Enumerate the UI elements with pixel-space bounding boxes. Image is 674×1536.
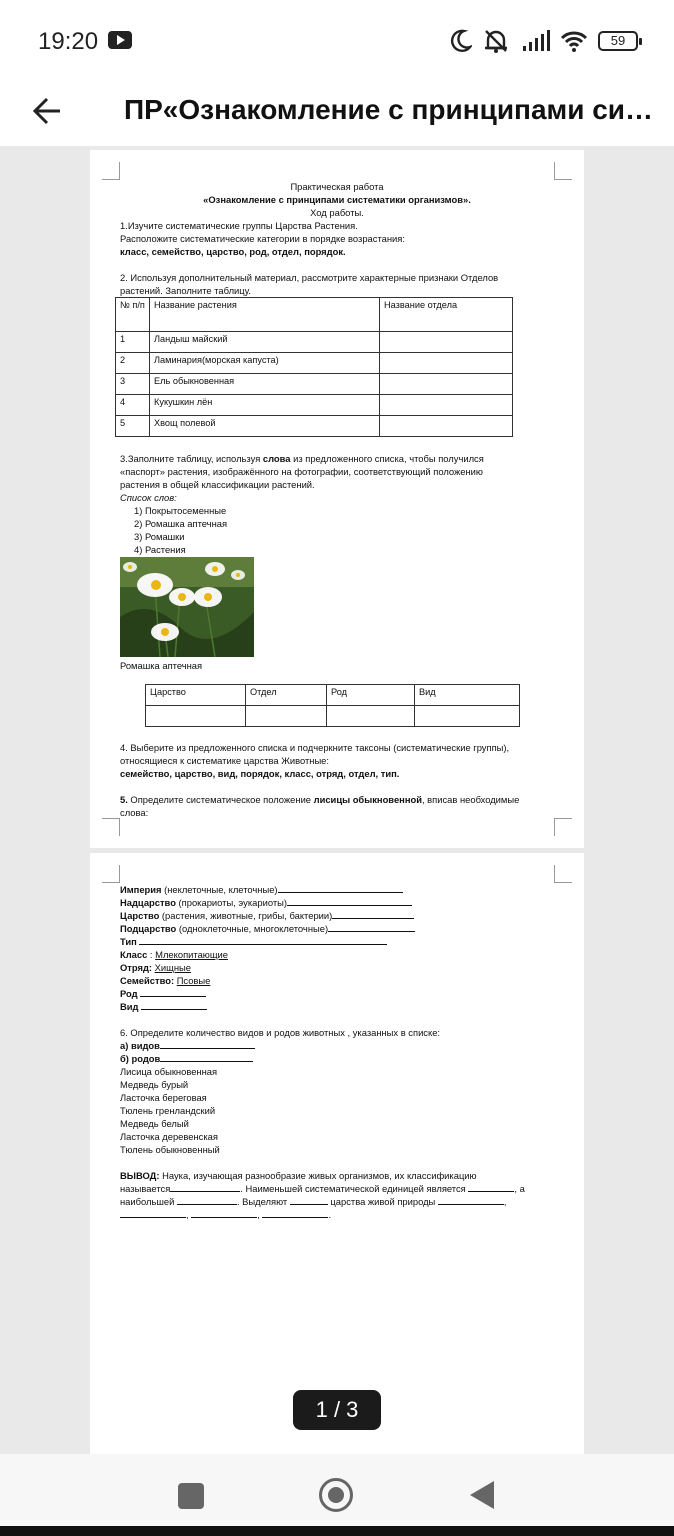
crop-mark — [554, 162, 572, 180]
do-not-disturb-moon-icon — [450, 29, 472, 53]
taxon-label: Царство — [120, 910, 160, 921]
conclusion-text: , а — [514, 1183, 525, 1194]
task2-line2: растений. Заполните таблицу. — [120, 285, 252, 296]
table-cell — [146, 706, 246, 727]
task6-species-count — [120, 1039, 255, 1052]
taxon-phylum — [120, 935, 387, 948]
signal-icon — [522, 30, 550, 52]
photo-caption: Ромашка аптечная — [120, 660, 203, 671]
animal-list-item: Медведь белый — [120, 1118, 189, 1129]
task3-line1 — [120, 452, 484, 465]
crop-mark — [554, 865, 572, 883]
gesture-strip — [0, 1526, 674, 1536]
animal-list-item: Ласточка береговая — [120, 1092, 207, 1103]
table-header-cell: Вид — [415, 685, 520, 706]
task6-line1: 6. Определите количество видов и родов животных , указанных в списке: — [120, 1027, 441, 1038]
table-row — [116, 374, 513, 395]
table-cell — [380, 416, 513, 437]
page-indicator: 1 / 3 — [293, 1390, 381, 1430]
taxon-order — [120, 961, 191, 974]
table-cell — [380, 353, 513, 374]
taxon-empire — [120, 883, 403, 896]
taxon-class: Класс : Млекопитающие — [120, 949, 228, 960]
taxon-value: Хищные — [154, 962, 191, 973]
table-cell — [246, 706, 327, 727]
conclusion-text: . Выделяют — [236, 1196, 288, 1207]
answer-blank[interactable] — [170, 1182, 240, 1192]
task4-line2: относящиеся к систематике царства Животные: — [120, 755, 329, 766]
conclusion-text: Наука, изучающая разнообразие живых организмов, их классификацию — [159, 1170, 477, 1181]
pdf-page-2 — [90, 853, 584, 1454]
taxon-hint: (одноклеточные, многоклеточные) — [176, 923, 329, 934]
word-list-item: 2) Ромашка аптечная — [134, 518, 228, 529]
answer-blank[interactable] — [290, 1195, 328, 1205]
system-back-button[interactable] — [470, 1481, 494, 1509]
taxon-label: Класс — [120, 949, 148, 960]
table-header-row — [146, 685, 520, 706]
table-cell — [327, 706, 415, 727]
word-list-title: Список слов: — [120, 492, 177, 503]
battery-level: 59 — [610, 33, 626, 48]
crop-mark — [102, 162, 120, 180]
answer-blank[interactable] — [160, 1052, 253, 1062]
heading-topic: «Ознакомление с принципами систематики организмов». — [203, 194, 471, 205]
pdf-viewer[interactable] — [0, 146, 674, 1454]
task6-b-label: б) родов — [120, 1053, 161, 1064]
table-cell: 3 — [116, 374, 150, 395]
task1-line1: 1.Изучите систематические группы Царства Растения. — [120, 220, 358, 231]
status-icons — [450, 26, 638, 56]
task3-line3: растения в общей классификации растений. — [120, 479, 315, 490]
conclusion-text: называется — [120, 1183, 171, 1194]
heading-course: Ход работы. — [310, 207, 364, 218]
answer-blank[interactable] — [191, 1208, 257, 1218]
table-row — [116, 395, 513, 416]
answer-blank[interactable] — [278, 883, 403, 893]
task3-line1-bold: слова — [262, 453, 291, 464]
taxon-value: Псовые — [176, 975, 211, 986]
table-row — [116, 332, 513, 353]
table-row — [116, 416, 513, 437]
back-button[interactable] — [22, 86, 72, 136]
chamomile-image — [120, 557, 254, 657]
task6-a-label: а) видов — [120, 1040, 160, 1051]
table-header-cell: Название отдела — [380, 298, 513, 332]
task3-line1-post: из предложенного списка, чтобы получился — [290, 453, 484, 464]
taxon-species — [120, 1000, 207, 1013]
wifi-icon — [560, 30, 588, 52]
table-header-row — [116, 298, 513, 332]
table-cell — [380, 395, 513, 416]
task5-line2: слова: — [120, 807, 149, 818]
taxon-label: Отряд: — [120, 962, 153, 973]
table-cell: Хвощ полевой — [150, 416, 380, 437]
taxon-superkingdom — [120, 896, 412, 909]
task5-number: 5. — [120, 794, 128, 805]
heading-practical-work: Практическая работа — [290, 181, 384, 192]
table-cell: Ландыш майский — [150, 332, 380, 353]
conclusion-text: наибольшей — [120, 1196, 175, 1207]
table-header-cell: Название растения — [150, 298, 380, 332]
answer-blank[interactable] — [177, 1195, 237, 1205]
taxon-value: Млекопитающие — [155, 949, 228, 960]
task5-pre: Определите систематическое положение — [127, 794, 314, 805]
taxon-label: Империя — [120, 884, 162, 895]
taxon-subkingdom — [120, 922, 415, 935]
table-header-cell: № п/п — [116, 298, 150, 332]
system-nav-bar — [0, 1454, 674, 1536]
crop-mark — [554, 818, 572, 836]
taxon-label: Надцарство — [120, 897, 176, 908]
conclusion-line2 — [120, 1182, 525, 1195]
taxon-label: Подцарство — [120, 923, 177, 934]
taxon-hint: (прокариоты, эукариоты) — [175, 897, 287, 908]
chamomile-photo — [120, 557, 254, 657]
taxon-genus — [120, 987, 206, 1000]
animal-list-item: Лисица обыкновенная — [120, 1066, 218, 1077]
document-title: ПР«Ознакомление с принципами си… — [124, 94, 654, 125]
table-row — [146, 706, 520, 727]
task6-genus-count — [120, 1052, 253, 1065]
conclusion-line1 — [120, 1169, 477, 1182]
table-header-cell: Род — [327, 685, 415, 706]
task3-line2: «паспорт» растения, изображённого на фотографии, соответствующий положению — [120, 466, 483, 477]
task1-line3: класс, семейство, царство, род, отдел, порядок. — [120, 246, 346, 257]
task5-post: , вписав необходимые — [421, 794, 520, 805]
task5-bold: лисицы обыкновенной — [313, 794, 422, 805]
table-cell — [380, 332, 513, 353]
conclusion-text: царства живой природы — [330, 1196, 436, 1207]
table-header-cell: Отдел — [246, 685, 327, 706]
task2-line1: 2. Используя дополнительный материал, рассмотрите характерные признаки Отделов — [120, 272, 499, 283]
alarm-off-icon — [482, 28, 512, 54]
arrow-back-icon — [32, 97, 62, 125]
home-button[interactable] — [319, 1478, 353, 1512]
word-list-item: 4) Растения — [134, 544, 186, 555]
answer-blank[interactable] — [141, 1000, 207, 1010]
answer-blank[interactable] — [120, 1208, 186, 1218]
answer-blank[interactable] — [468, 1182, 514, 1192]
crop-mark — [102, 865, 120, 883]
taxon-kingdom — [120, 909, 414, 922]
plant-passport-table — [145, 684, 520, 727]
task5-line1 — [120, 793, 519, 806]
table-cell — [415, 706, 520, 727]
task1-line2: Расположите систематические категории в порядке возрастания: — [120, 233, 405, 244]
table-cell — [380, 374, 513, 395]
answer-blank[interactable] — [160, 1039, 255, 1049]
table-cell: 2 — [116, 353, 150, 374]
conclusion-line3: наибольшей . Выделяют царства живой природы , — [120, 1196, 507, 1207]
table-header-cell: Царство — [146, 685, 246, 706]
answer-blank[interactable] — [438, 1195, 504, 1205]
task4-line3: семейство, царство, вид, порядок, класс, отряд, отдел, тип. — [120, 768, 400, 779]
table-cell: 4 — [116, 395, 150, 416]
status-time: 19:20 — [38, 28, 99, 55]
answer-blank[interactable] — [139, 935, 387, 945]
taxon-label: Вид — [120, 1001, 139, 1012]
recents-button[interactable] — [178, 1483, 204, 1509]
table-cell: 1 — [116, 332, 150, 353]
taxon-family — [120, 974, 210, 987]
plant-divisions-table — [115, 297, 513, 437]
table-cell: 5 — [116, 416, 150, 437]
answer-blank[interactable] — [287, 896, 412, 906]
animal-list-item: Тюлень гренландский — [120, 1105, 216, 1116]
task4-line1: 4. Выберите из предложенного списка и подчеркните таксоны (систематические группы), — [120, 742, 510, 753]
table-cell: Ламинария(морская капуста) — [150, 353, 380, 374]
youtube-notification-icon — [108, 31, 132, 49]
taxon-hint: (растения, животные, грибы, бактерии) — [159, 910, 333, 921]
battery-icon — [598, 31, 638, 51]
answer-blank[interactable] — [328, 922, 415, 932]
table-cell: Ель обыкновенная — [150, 374, 380, 395]
conclusion-label: ВЫВОД: — [120, 1170, 160, 1181]
taxon-label: Семейство: — [120, 975, 175, 986]
taxon-label: Род — [120, 988, 138, 999]
word-list-item: 3) Ромашки — [134, 531, 185, 542]
table-row — [116, 353, 513, 374]
task3-line1-pre: 3.Заполните таблицу, используя — [120, 453, 263, 464]
answer-blank[interactable] — [262, 1208, 328, 1218]
animal-list-item: Ласточка деревенская — [120, 1131, 218, 1142]
taxon-label: Тип — [120, 936, 137, 947]
conclusion-text: . Наименьшей систематической единицей является — [240, 1183, 466, 1194]
app-bar — [0, 80, 674, 146]
table-cell: Кукушкин лён — [150, 395, 380, 416]
pdf-page-1 — [90, 150, 584, 848]
word-list-item: 1) Покрытосеменные — [134, 505, 227, 516]
status-bar — [0, 0, 674, 80]
conclusion-line4: , , . — [120, 1208, 331, 1221]
taxon-hint: (неклеточные, клеточные) — [161, 884, 278, 895]
animal-list-item: Тюлень обыкновенный — [120, 1144, 220, 1155]
animal-list-item: Медведь бурый — [120, 1079, 189, 1090]
answer-blank[interactable] — [140, 987, 206, 997]
crop-mark — [102, 818, 120, 836]
answer-blank[interactable] — [332, 909, 414, 919]
